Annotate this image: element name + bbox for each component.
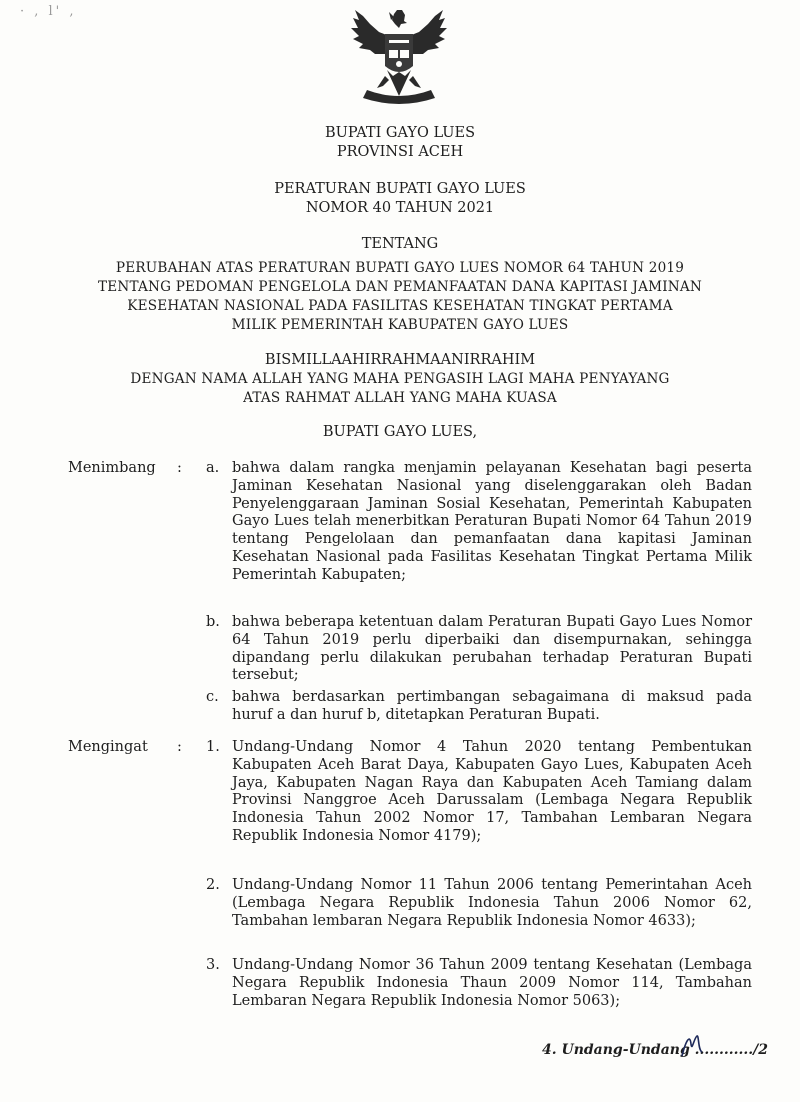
invocation-line: DENGAN NAMA ALLAH YANG MAHA PENGASIH LAGI MAHA PENYAYANG [130,371,670,387]
page-continuation: 4. Undang-Undang ............/2 [542,1042,768,1058]
corner-mark: · , l' , [20,4,77,19]
mengingat-item: Undang-Undang Nomor 11 Tahun 2006 tentang Pemerintahan Aceh (Lembaga Negara Republik Indonesia Tahun 2006 Nomor 62, Tambahan lembaran Negara Republik Indonesia Nomor 4633); [232,877,752,929]
mengingat-marker: 2. [206,877,220,893]
menimbang-label: Menimbang [68,460,156,476]
authority-heading: BUPATI GAYO LUES, [322,424,478,440]
menimbang-item: bahwa dalam rangka menjamin pelayanan Kesehatan bagi peserta Jaminan Kesehatan Nasional yang diselenggarakan oleh Badan Penyelenggaraan Jaminan Sosial Kesehatan, Pemerintah Kabupaten Gayo Lues telah menerbitkan Peraturan Bupati Nomor 64 Tahun 2019 tentang Pengelolaan dan pemanfaatan dana kapitasi Jaminan Kesehatan Nasional pada Fasilitas Kesehatan Tingkat Pertama Milik Pemerintah Kabupaten; [232,460,752,583]
mengingat-item: Undang-Undang Nomor 36 Tahun 2009 tentang Kesehatan (Lembaga Negara Republik Indonesia Thaun 2009 Nomor 114, Tambahan Lembaran Negara Republik Indonesia Nomor 5063); [232,957,752,1009]
regulation-subject-line: MILIK PEMERINTAH KABUPATEN GAYO LUES [231,317,569,333]
invocation-line: ATAS RAHMAT ALLAH YANG MAHA KUASA [243,390,557,406]
initial-signature-icon [678,1030,708,1062]
menimbang-marker: b. [206,614,220,630]
regulation-subject-line: TENTANG PEDOMAN PENGELOLA DAN PEMANFAATAN DANA KAPITASI JAMINAN [98,279,702,295]
regulation-title: PERATURAN BUPATI GAYO LUES [274,181,526,197]
garuda-emblem-icon [345,6,453,110]
header-regent: BUPATI GAYO LUES [324,125,476,141]
menimbang-marker: a. [206,460,220,476]
mengingat-marker: 3. [206,957,220,973]
regulation-number: NOMOR 40 TAHUN 2021 [305,200,495,216]
menimbang-item: bahwa beberapa ketentuan dalam Peraturan Bupati Gayo Lues Nomor 64 Tahun 2019 perlu diperbaiki dan disempurnakan, sehingga dipandang perlu dilakukan perubahan terhadap Peraturan Bupati tersebut; [232,614,752,684]
menimbang-item: bahwa berdasarkan pertimbangan sebagaimana di maksud pada huruf a dan huruf b, ditetapkan Peraturan Bupati. [232,689,752,723]
menimbang-marker: c. [206,689,219,705]
mengingat-marker: 1. [206,739,220,755]
header-province: PROVINSI ACEH [336,144,464,160]
regulation-subject-line: PERUBAHAN ATAS PERATURAN BUPATI GAYO LUES NOMOR 64 TAHUN 2019 [115,260,685,276]
mengingat-colon: : [177,739,182,755]
regulation-subject-line: KESEHATAN NASIONAL PADA FASILITAS KESEHATAN TINGKAT PERTAMA [127,298,673,314]
mengingat-label: Mengingat [68,739,148,755]
regulation-about: TENTANG [361,236,439,252]
invocation-bismillah: BISMILLAAHIRRAHMAANIRRAHIM [264,352,536,368]
menimbang-colon: : [177,460,182,476]
mengingat-item: Undang-Undang Nomor 4 Tahun 2020 tentang Pembentukan Kabupaten Aceh Barat Daya, Kabupaten Gayo Lues, Kabupaten Aceh Jaya, Kabupaten Nagan Raya dan Kabupaten Aceh Tamiang dalam Provinsi Nanggroe Aceh Darussalam (Lembaga Negara Republik Indonesia Tahun 2002 Nomor 17, Tambahan Lembaran Negara Republik Indonesia Nomor 4179); [232,739,752,844]
